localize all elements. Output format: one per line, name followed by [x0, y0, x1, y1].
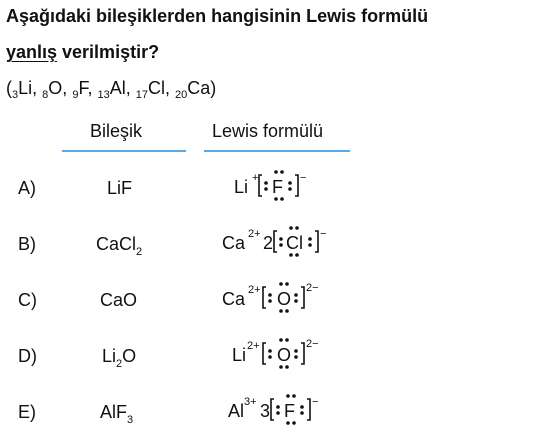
option-e-compound-main: AlF: [100, 402, 127, 422]
header-lewis: Lewis formülü: [212, 121, 324, 141]
sym-cl: Cl: [147, 78, 165, 98]
option-e-anion: F: [284, 401, 295, 421]
z-al: 13: [97, 89, 110, 101]
option-b-anion: Cl: [286, 233, 303, 253]
header-rule-compound: [62, 150, 186, 152]
sym-o: O: [48, 78, 63, 98]
option-b-compound-main: CaCl: [96, 234, 137, 254]
option-c-compound: CaO: [100, 290, 138, 310]
option-c-anion: O: [277, 289, 292, 309]
sep: ,: [125, 78, 136, 98]
sym-ca: Ca: [187, 78, 211, 98]
option-a-anion: F: [272, 177, 283, 197]
option-d-anion: O: [277, 345, 292, 365]
option-a-label: A): [18, 178, 36, 198]
header-compound: Bileşik: [90, 121, 143, 141]
option-b-lewis: [220, 224, 400, 260]
sep: ,: [62, 78, 73, 98]
question-line-1: Aşağıdaki bileşiklerden hangisinin Lewis formülü: [6, 6, 429, 26]
option-e-cation: Al: [228, 401, 245, 421]
option-e-compound: [100, 402, 133, 426]
option-b-anion-charge: −: [320, 228, 327, 240]
option-c-cation-charge: 2+: [248, 284, 261, 296]
option-c-label: C): [18, 290, 37, 310]
option-d-lewis: [230, 336, 410, 372]
option-a-compound: LiF: [107, 178, 133, 198]
option-b-cation: Ca: [222, 233, 246, 253]
option-a-cation: Li: [234, 177, 249, 197]
sym-li: Li: [18, 78, 33, 98]
option-a-cation-charge: +: [252, 172, 259, 184]
option-e-coef: 3: [260, 401, 271, 421]
z-ca: 20: [175, 89, 188, 101]
paren-open: (: [6, 78, 12, 98]
option-b-coef: 2: [263, 233, 274, 253]
option-b-compound-sub: 2: [136, 246, 143, 258]
sym-f: F: [78, 78, 88, 98]
option-b-cation-charge: 2+: [248, 228, 261, 240]
atomic-numbers-line: [6, 78, 216, 101]
option-e-cation-charge: 3+: [244, 396, 257, 408]
sym-al: Al: [109, 78, 126, 98]
underlined-word: yanlış: [6, 42, 58, 62]
paren-close: ): [210, 78, 217, 98]
option-a-anion-charge: −: [300, 172, 307, 184]
option-d-compound-main: Li: [102, 346, 117, 366]
z-cl: 17: [135, 89, 148, 101]
option-c-cation: Ca: [222, 289, 246, 309]
option-a-lewis: [232, 168, 412, 204]
sep: ,: [32, 78, 43, 98]
header-rule-lewis: [204, 150, 350, 152]
option-c-lewis: [220, 280, 400, 316]
option-d-compound-tail: O: [122, 346, 137, 366]
option-b-compound: [96, 234, 142, 258]
option-d-cation-charge: 2+: [247, 340, 260, 352]
option-b-label: B): [18, 234, 36, 254]
question-line-2-rest: verilmiştir?: [57, 42, 160, 62]
sep: ,: [87, 78, 98, 98]
z-li: 3: [12, 89, 19, 101]
sep: ,: [164, 78, 175, 98]
option-d-compound-sub: 2: [116, 358, 123, 370]
option-e-compound-sub: 3: [127, 414, 134, 426]
z-o: 8: [42, 89, 49, 101]
question-line-2: [6, 42, 159, 63]
option-d-label: D): [18, 346, 37, 366]
option-d-cation: Li: [232, 345, 247, 365]
option-e-label: E): [18, 402, 36, 422]
option-d-compound: [102, 346, 136, 370]
option-e-anion-charge: −: [312, 396, 319, 408]
option-d-anion-charge: 2−: [306, 338, 319, 350]
option-c-anion-charge: 2−: [306, 282, 319, 294]
option-e-lewis: [226, 392, 406, 428]
z-f: 9: [72, 89, 79, 101]
